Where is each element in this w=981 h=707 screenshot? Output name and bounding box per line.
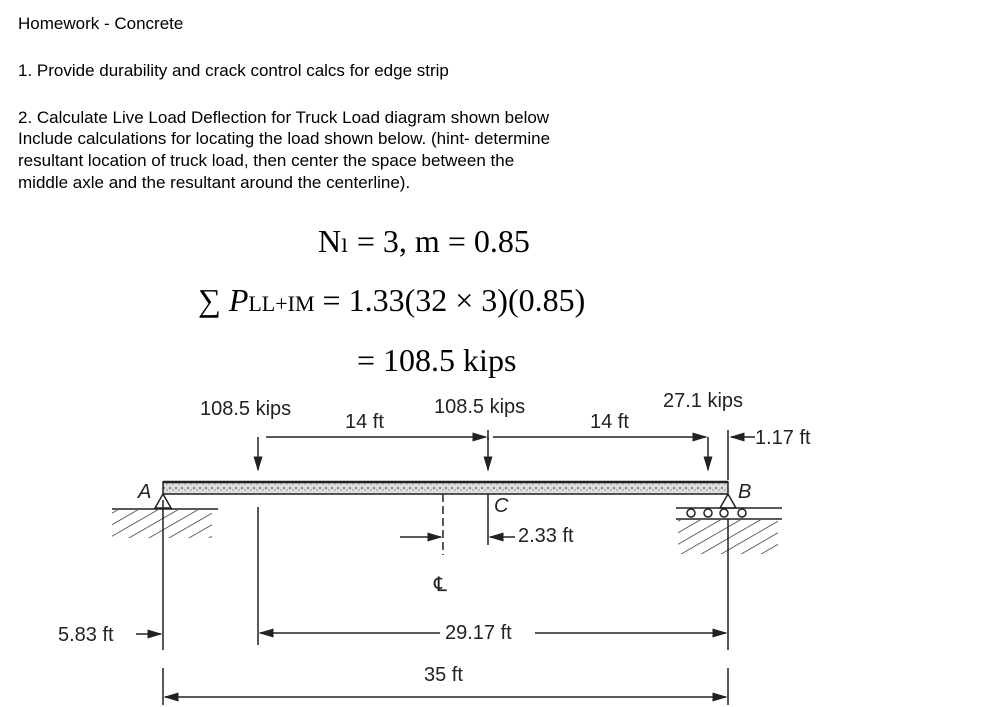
- end-offset-label: 1.17 ft: [755, 427, 811, 449]
- item-2-line3: resultant location of truck load, then center the space between the: [18, 151, 515, 170]
- support-b-label: B: [738, 481, 752, 503]
- equation-nl: Nₗ = 3, m = 0.85: [318, 223, 530, 259]
- load-1-label: 108.5 kips: [200, 398, 292, 420]
- c-offset-label: 2.33 ft: [518, 525, 574, 547]
- support-a-label: A: [138, 481, 152, 503]
- item-2-line2: Include calculations for locating the load shown below. (hint- determine: [18, 129, 551, 148]
- beam: [163, 482, 728, 494]
- centerline-symbol: ℄: [434, 574, 447, 596]
- support-b: [720, 494, 736, 508]
- item-1: 1. Provide durability and crack control calcs for edge strip: [18, 61, 449, 80]
- title: Homework - Concrete: [18, 14, 184, 33]
- sum-rhs: = 1.33(32 × 3)(0.85): [322, 282, 586, 318]
- item-2-line4: middle axle and the resultant around the centerline).: [18, 173, 411, 192]
- item-2: 2. Calculate Live Load Deflection for Truck Load diagram shown below: [18, 108, 550, 127]
- left-offset-label: 5.83 ft: [58, 624, 114, 646]
- span-2-label: 14 ft: [590, 411, 629, 433]
- span-1-label: 14 ft: [345, 411, 384, 433]
- sum-symbol: ∑ P: [198, 282, 249, 318]
- load-3-label: 27.1 kips: [663, 390, 744, 412]
- load-2-label: 108.5 kips: [434, 396, 526, 418]
- span-total-label: 35 ft: [424, 664, 463, 686]
- point-c-label: C: [494, 495, 509, 517]
- dist-29-label: 29.17 ft: [445, 622, 512, 644]
- sum-subscript: LL+IM: [248, 291, 315, 316]
- equation-result: = 108.5 kips: [357, 342, 517, 378]
